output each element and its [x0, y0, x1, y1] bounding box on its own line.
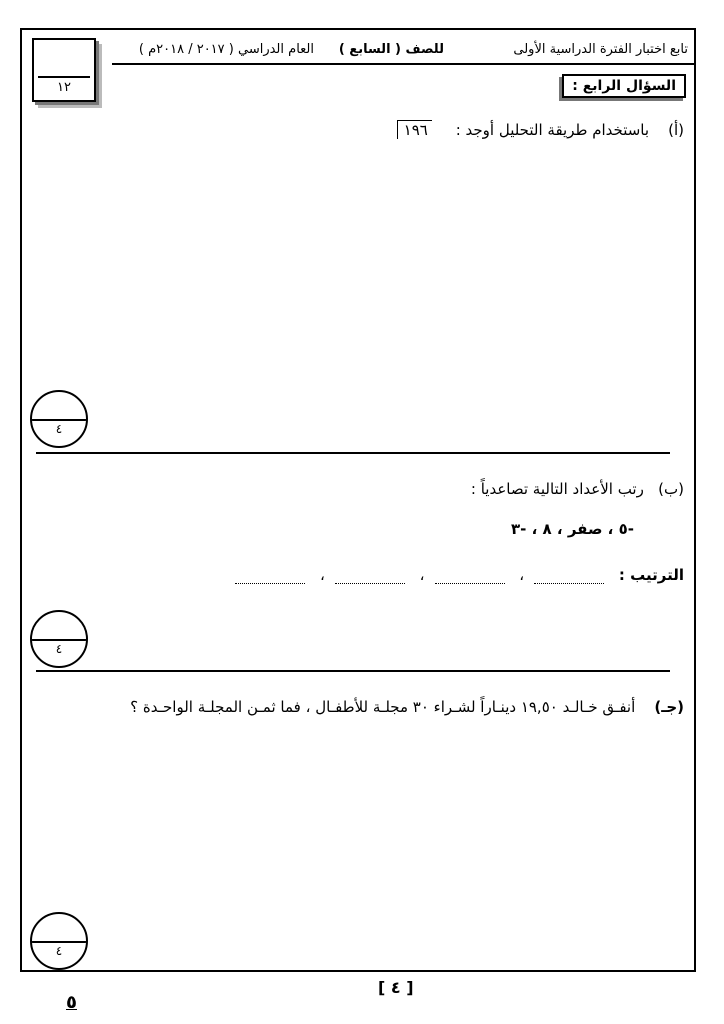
- part-c-label: (جـ): [654, 698, 684, 716]
- part-b-score-circle: [30, 610, 88, 668]
- page-bracket-number: [ ٤ ]: [378, 978, 414, 997]
- part-b-label: (ب): [658, 480, 684, 498]
- exam-page-frame: [20, 28, 696, 972]
- part-c-question: [130, 698, 684, 716]
- part-b-question: [471, 480, 684, 498]
- header-divider: [112, 63, 694, 65]
- part-b-divider: [36, 670, 670, 672]
- part-b-order-line: [225, 566, 684, 584]
- exam-title: تابع اختبار الفترة الدراسية الأولى: [513, 42, 688, 57]
- score-circle-divider: [32, 941, 86, 943]
- score-circle-divider: [32, 419, 86, 421]
- part-a-score-circle: [30, 390, 88, 448]
- total-score-box: [32, 38, 96, 102]
- part-b-text: رتب الأعداد التالية تصاعدياً :: [470, 480, 644, 498]
- question-title: السؤال الرابع :: [562, 74, 686, 98]
- answer-blank-3[interactable]: [335, 569, 405, 584]
- part-c-score-circle: [30, 912, 88, 970]
- radicand: ١٩٦: [403, 121, 428, 139]
- order-label: الترتيب :: [618, 566, 684, 584]
- page-number: ٥: [66, 992, 77, 1013]
- answer-blank-2[interactable]: [435, 569, 505, 584]
- part-a-question: [397, 120, 684, 139]
- part-a-text: باستخدام طريقة التحليل أوجد :: [455, 121, 650, 139]
- part-a-label: (أ): [668, 121, 684, 139]
- part-a-score: ٤: [55, 422, 63, 436]
- sqrt-expression: [397, 120, 432, 139]
- grade-label: للصف ( السابع ): [338, 42, 444, 57]
- score-circle-divider: [32, 639, 86, 641]
- answer-blank-4[interactable]: [235, 569, 305, 584]
- part-b-numbers: -٥ ، صفر ، ٨ ، -٣: [511, 520, 634, 538]
- order-separator-3: ،: [320, 566, 325, 584]
- order-separator-1: ،: [519, 566, 525, 584]
- school-year: العام الدراسي ( ٢٠١٧ / ٢٠١٨م ): [138, 42, 314, 57]
- part-c-text: أنفـق خـالـد ١٩,٥٠ دينـاراً لشـراء ٣٠ مجلـة للأطفـال ، فما ثمـن المجلـة الواحـدة ؟: [130, 698, 636, 716]
- answer-blank-1[interactable]: [534, 569, 604, 584]
- part-c-score: ٤: [55, 944, 63, 958]
- part-a-divider: [36, 452, 670, 454]
- part-b-score: ٤: [55, 642, 63, 656]
- order-separator-2: ،: [419, 566, 425, 584]
- total-score-value: ١٢: [38, 76, 90, 96]
